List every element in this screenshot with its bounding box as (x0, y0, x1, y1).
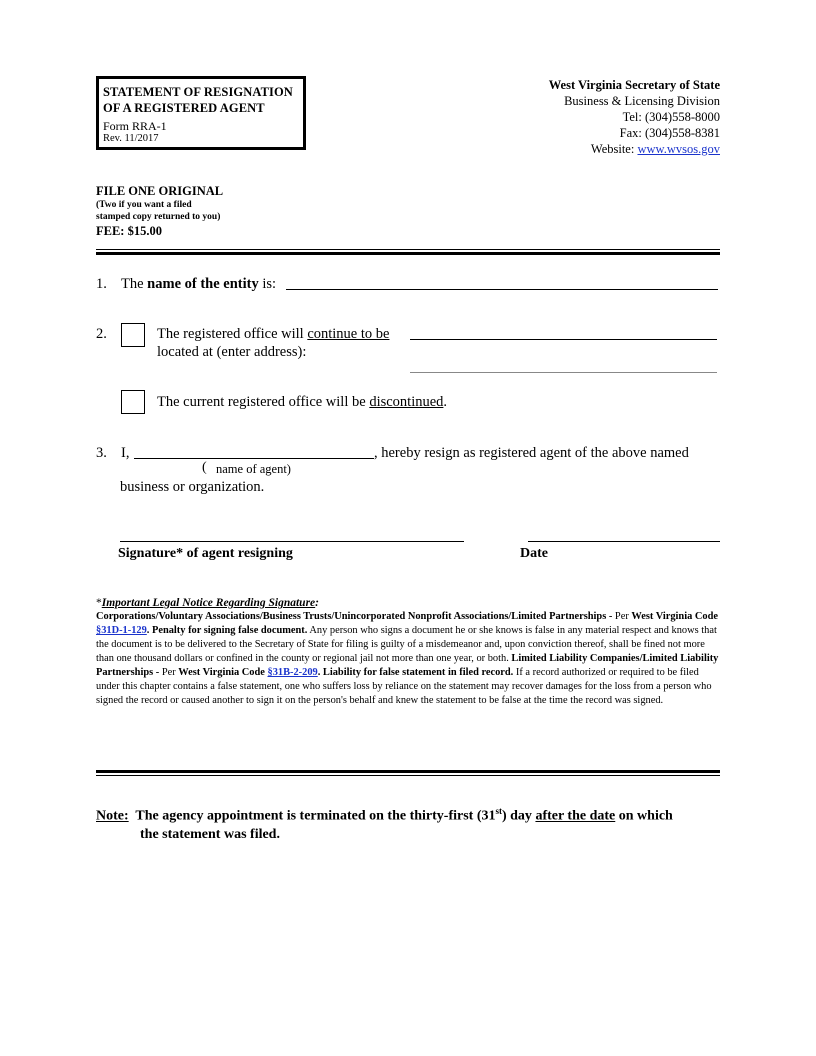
form-title-line-2: OF A REGISTERED AGENT (103, 101, 265, 115)
option-continue-line-2: located at (enter address): (157, 344, 307, 360)
agent-name-field[interactable] (134, 458, 374, 459)
legal-heading-text: Important Legal Notice Regarding Signature (101, 597, 316, 609)
item-1-pre: The (121, 276, 144, 292)
legal-heading-colon: : (315, 597, 320, 609)
note-label: Note: (96, 808, 129, 824)
item-3-post: , hereby resign as registered agent of the above named (374, 445, 689, 461)
file-note-2: stamped copy returned to you) (96, 212, 221, 222)
signature-label: Signature* of agent resigning (118, 546, 293, 561)
note-pre: The agency appointment is terminated on the thirty-first (31 (135, 808, 496, 824)
legal-penalty-1: . Penalty for signing false document. (146, 625, 308, 636)
fee: FEE: $15.00 (96, 224, 162, 238)
address-field-line-1[interactable] (410, 339, 717, 340)
option-discontinue-text (157, 393, 447, 411)
legal-notice-body (96, 610, 722, 708)
discontinue-checkbox[interactable] (121, 390, 145, 414)
option-continue-underlined: continue to be (307, 326, 390, 342)
continue-checkbox[interactable] (121, 323, 145, 347)
agency-name: West Virginia Secretary of State (548, 78, 720, 92)
form-title-line-1: STATEMENT OF RESIGNATION (103, 85, 293, 99)
item-3-pre: I, (121, 445, 130, 461)
entity-name-field[interactable] (286, 289, 718, 290)
item-3-number: 3. (96, 445, 107, 461)
website-label: Website: (590, 142, 635, 156)
agency-fax: Fax: (304)558-8381 (619, 126, 720, 140)
legal-penalty-2: . Liability for false statement in filed record. (317, 667, 514, 678)
item-1-post: is: (262, 276, 277, 292)
website-link[interactable]: www.wvsos.gov (637, 142, 720, 156)
code-link-31b[interactable]: §31B-2-209 (267, 667, 318, 678)
filing-instructions (96, 184, 223, 239)
section-divider-top (96, 249, 720, 255)
item-1-label (121, 275, 276, 293)
termination-note (96, 802, 736, 844)
legal-per-1: Per (614, 611, 629, 622)
agency-contact-block (549, 77, 720, 157)
agency-website (549, 141, 720, 157)
legal-code-2: West Virginia Code (178, 667, 265, 678)
note-mid: ) day (501, 808, 532, 824)
legal-text-2: If a record authorized or required to be filed under this chapter contains a false statement, one who suffers loss by reliance on the statement may recover damages for the loss from a person who signed the record or caused another to sign it on the person's behalf and knew the statement to be false at the time the record was signed. (96, 667, 712, 706)
file-one-heading: FILE ONE ORIGINAL (96, 184, 224, 198)
date-label: Date (520, 546, 548, 561)
legal-entities-2: Limited Liability Companies/Limited Liability Partnerships - (96, 653, 719, 678)
agent-label-paren: ( (202, 460, 207, 475)
option-continue-text (157, 325, 389, 361)
form-title-box (96, 76, 306, 150)
option-discontinue-post: . (443, 394, 448, 410)
legal-per-2: Per (161, 667, 176, 678)
note-underlined: after the date (535, 808, 616, 824)
file-note-1: (Two if you want a filed (96, 200, 192, 210)
agent-name-label: name of agent) (216, 462, 291, 476)
signature-field[interactable] (120, 541, 464, 542)
form-number: Form RRA-1 (103, 119, 167, 133)
note-sup: st (495, 806, 502, 816)
address-field-line-2[interactable] (410, 372, 717, 373)
legal-entities-1: Corporations/Voluntary Associations/Business Trusts/Unincorporated Nonprofit Associations/Limited Partnerships - (96, 611, 613, 622)
code-link-31d[interactable]: §31D-1-129 (96, 625, 147, 636)
agency-division: Business & Licensing Division (564, 94, 720, 108)
item-2-number: 2. (96, 326, 107, 342)
legal-asterisk: * (96, 597, 102, 609)
legal-notice-heading (96, 596, 722, 610)
agency-tel: Tel: (304)558-8000 (622, 110, 720, 124)
item-3-line-2: business or organization. (120, 479, 265, 495)
note-post: on which (618, 808, 673, 824)
option-discontinue-underlined: discontinued (369, 394, 444, 410)
option-discontinue-pre: The current registered office will be (157, 394, 366, 410)
item-1-bold: name of the entity (147, 276, 259, 292)
legal-text-1: Any person who signs a document he or she knows is false in any material respect and knows that the document is to be delivered to the Secretary of State for filing is guilty of a misdemeanor and, upon conviction thereof, shall be fined not more than one thousand dollars or confined in the county or regional jail not more than one year, or both. (96, 625, 717, 664)
note-line-2: the statement was filed. (140, 826, 280, 842)
legal-code-1: West Virginia Code (631, 611, 718, 622)
form-revision: Rev. 11/2017 (103, 133, 159, 144)
section-divider-bottom (96, 770, 720, 776)
legal-notice (96, 596, 722, 708)
item-1-number: 1. (96, 276, 107, 292)
date-field[interactable] (528, 541, 720, 542)
option-continue-pre: The registered office will (157, 326, 304, 342)
